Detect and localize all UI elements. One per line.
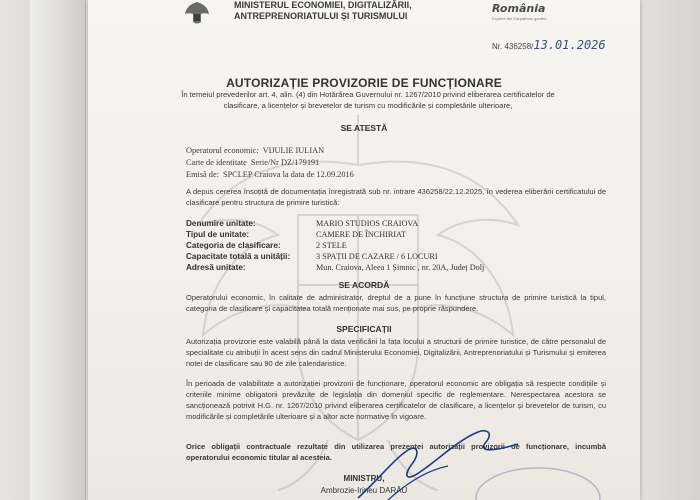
heading-se-ateste: SE ATESTĂ bbox=[340, 123, 388, 133]
id-card-line bbox=[186, 158, 319, 167]
unit-value: MARIO STUDIOS CRAIOVA bbox=[316, 219, 419, 228]
unit-label: Categoria de clasificare: bbox=[186, 241, 281, 250]
unit-value: CAMERE DE ÎNCHIRIAT bbox=[316, 230, 407, 239]
ministry-line-2: ANTREPRENORIATULUI ȘI TURISMULUI bbox=[234, 11, 408, 21]
romania-logo-word: România bbox=[492, 2, 546, 15]
authorization-document bbox=[88, 0, 640, 500]
unit-row bbox=[186, 219, 606, 230]
id-card-value: Serie/Nr DZ/179191 bbox=[250, 158, 320, 167]
spec-paragraph-contractual: Orice obligații contractuale rezultate din utilizarea prezentei autorizații provizorii de funcționare, incumbă operatorului economic titular al acesteia. bbox=[186, 442, 606, 462]
minister-signature-icon bbox=[348, 420, 588, 500]
heading-se-acorda: SE ACORDĂ bbox=[338, 280, 390, 290]
heading-specificatii: SPECIFICAȚII bbox=[336, 324, 392, 334]
ministry-line-1: MINISTERUL ECONOMIEI, DIGITALIZĂRII, bbox=[234, 0, 412, 10]
operator-line bbox=[186, 146, 324, 155]
grant-paragraph: Operatorului economic, în calitate de administrator, dreptul de a pune în funcțiune structura de primire turistică la tipul, categoria de clasificare și capacitatea totală menționate mai sus, pe proprie răspundere. bbox=[186, 293, 606, 313]
unit-label: Capacitate totală a unității: bbox=[186, 252, 291, 261]
unit-label: Denumire unitate: bbox=[186, 219, 256, 228]
registration-number-label: Nr. 436258/ bbox=[492, 42, 534, 51]
minister-name: Ambrozie-Irineu DARĂU bbox=[320, 486, 408, 495]
issued-by-value: SPCLEP Craiova la data de 12.09.2016 bbox=[222, 170, 354, 179]
spec-paragraph-obligations: În perioada de valabilitate a autorizației provizorii de funcționare, operatorul economic are obligația să respecte condițiile și criteriile minime obligatorii prevăzute de legislația din domeniul specific de reglementare. Nerespectarea acestora se sancționează potrivit H.G. nr. 1267/2010 privind eliberarea certificatelor de clasificare, a licențelor și brevetelor de turism, cu modificările și completările ulterioare și a altor acte normative în vigoare. bbox=[186, 379, 606, 421]
request-paragraph: A depus cererea însoțită de documentația înregistrată sub nr. intrare 436258/22.12.2025, în vederea eliberării certificatului de clasificare pentru structura de primire turistică: bbox=[186, 187, 606, 207]
document-title: AUTORIZAȚIE PROVIZORIE DE FUNCȚIONARE bbox=[226, 76, 502, 90]
romania-logo-tagline: Explore the Carpathian garden bbox=[492, 16, 547, 21]
handwritten-date: 13.01.2026 bbox=[533, 38, 606, 52]
unit-value: 2 STELE bbox=[316, 241, 347, 250]
spec-paragraph-validity: Autorizația provizorie este valabilă până la data verificării la fața locului a structurii de primire turistice, de către personalul de specialitate cu atribuții în acest sens din cadrul Ministerului Economiei, Digitalizării, Antreprenoriatului și Turismului și emiterea notei de clasificare sau 90 de zile calendaristice. bbox=[186, 337, 606, 368]
minister-title: MINISTRU, bbox=[343, 474, 385, 483]
legal-intro: În temeiul prevederilor art. 4, alin. (4) din Hotărârea Guvernului nr. 1267/2010 privind eliberarea certificatelor de clasificare, a licențelor și brevetelor de turism cu modificările și completările ulterioare, bbox=[181, 90, 555, 110]
frame-left-edge bbox=[30, 0, 86, 500]
unit-row bbox=[186, 230, 606, 241]
unit-label: Tipul de unitate: bbox=[186, 230, 250, 239]
romania-tourism-logo bbox=[488, 0, 548, 26]
issued-by-label: Emisă de: bbox=[186, 170, 219, 179]
unit-details bbox=[186, 219, 606, 274]
operator-label: Operatorul economic: bbox=[186, 146, 259, 155]
unit-value: Mun. Craiova, Aleea 1 Șimnic , nr. 20A, Județ Dolj bbox=[316, 263, 485, 272]
unit-row bbox=[186, 241, 606, 252]
operator-value: VIJULIE IULIAN bbox=[262, 146, 325, 155]
unit-value: 3 SPAȚII DE CAZARE / 6 LOCURI bbox=[316, 252, 438, 261]
unit-row bbox=[186, 263, 606, 274]
unit-label: Adresă unitate: bbox=[186, 263, 246, 272]
romania-crest-icon bbox=[182, 0, 212, 26]
unit-row bbox=[186, 252, 606, 263]
id-card-label: Carte de identitate bbox=[186, 158, 247, 167]
issued-by-line bbox=[186, 170, 354, 179]
registration-number bbox=[492, 38, 606, 52]
